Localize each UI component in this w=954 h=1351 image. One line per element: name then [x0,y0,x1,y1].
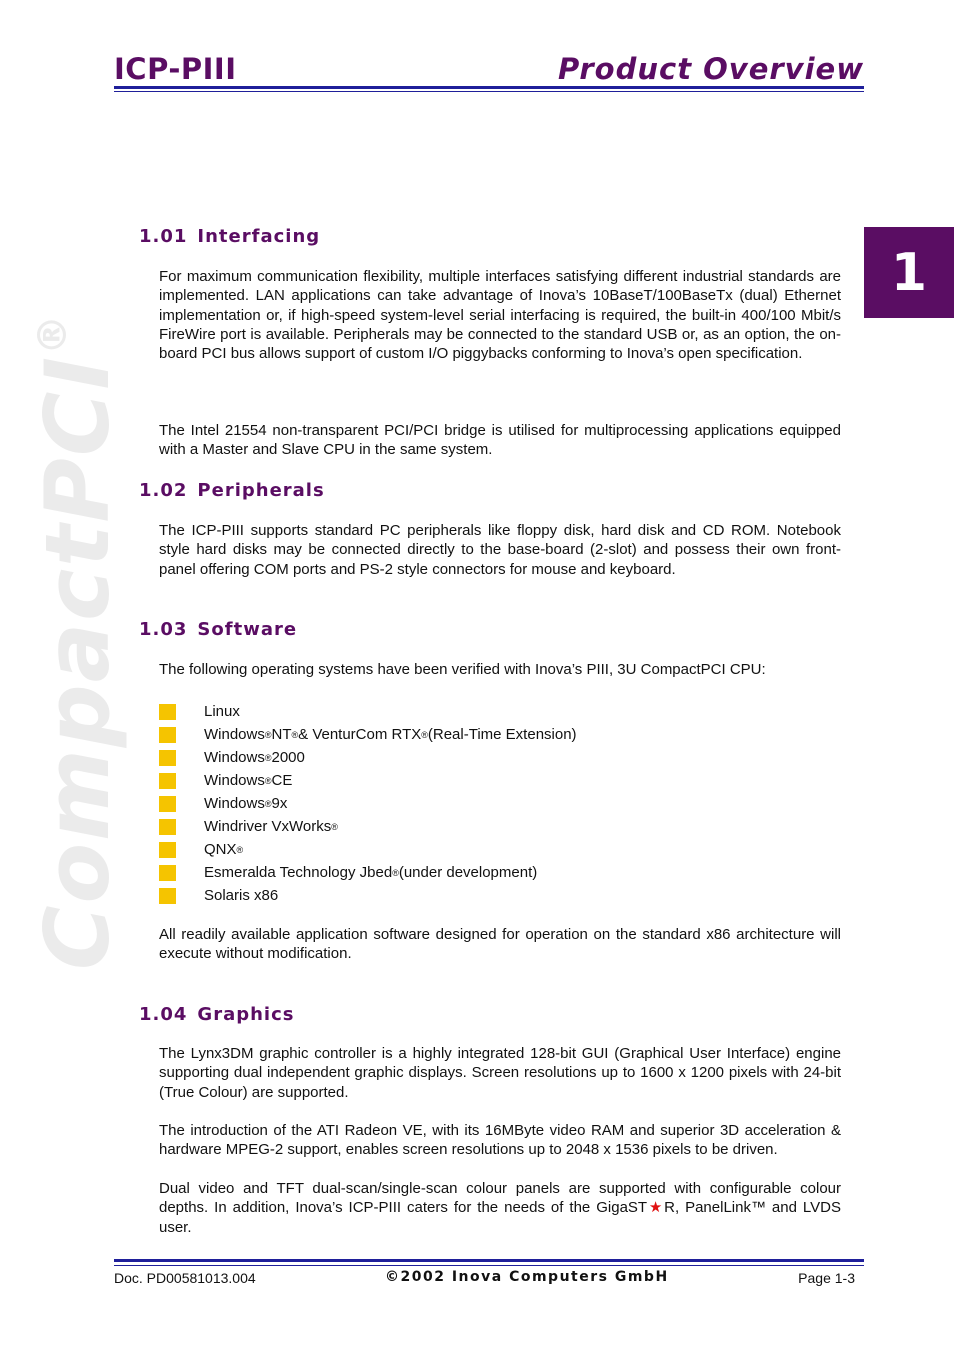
bullet-square-icon [159,888,176,904]
compactpci-watermark: CompactPCI® [26,312,129,970]
page-number: Page 1-3 [798,1270,855,1286]
interfacing-paragraph-1: For maximum communication flexibility, multiple interfaces satisfying different industrial standards are implemented. LAN applications can take advantage of Inova’s 10BaseT/100BaseTx (dual) Ethernet implementation or, if high-speed system-level serial interfacing is required, the built-in 400/100 Mbit/s FireWire port is available. Peripherals may be connected to the standard USB or, as an option, the on-board PCI bus allows support of custom I/O piggybacks conforming to Inova’s open specification. [159,268,841,363]
doc-number: Doc. PD00581013.004 [114,1270,256,1286]
list-item: Windows ® CE [159,769,577,792]
footer-rule [114,1259,864,1262]
interfacing-paragraph-2: The Intel 21554 non-transparent PCI/PCI bridge is utilised for multiprocessing applications equipped with a Master and Slave CPU in the same system. [159,422,841,459]
heading-software: 1.03 Software [139,619,298,640]
list-item: Windriver VxWorks ® [159,815,577,838]
list-item: Windows ® 9x [159,792,577,815]
graphics-paragraph-3: Dual video and TFT dual-scan/single-scan colour panels are supported with configurable colour depths. In addition, Inova’s ICP-PIII caters for the needs of the GigaST★R, PanelLink™ and LVDS user. [159,1180,841,1236]
list-item: Linux [159,700,577,723]
heading-interfacing: 1.01 Interfacing [139,226,321,247]
heading-graphics: 1.04 Graphics [139,1004,295,1025]
heading-peripherals: 1.02 Peripherals [139,480,325,501]
bullet-square-icon [159,750,176,766]
graphics-paragraph-1: The Lynx3DM graphic controller is a highly integrated 128-bit GUI (Graphical User Interface) engine supporting dual independent graphic displays. Screen resolutions up to 1600 x 1200 pixels with 24-bit (True Colour) are supported. [159,1045,841,1101]
list-item: Solaris x86 [159,884,577,907]
header-rule [114,86,864,89]
list-item: Windows ® NT ® & VenturCom RTX ® (Real-Time Extension) [159,723,577,746]
bullet-square-icon [159,773,176,789]
bullet-square-icon [159,727,176,743]
chapter-tab: 1 [864,227,954,318]
chapter-title: Product Overview [558,52,864,86]
bullet-square-icon [159,865,176,881]
list-item: QNX ® [159,838,577,861]
bullet-square-icon [159,842,176,858]
software-outro: All readily available application software designed for operation on the standard x86 architecture will execute without modification. [159,926,841,963]
product-name: ICP-PIII [114,52,237,86]
star-icon: ★ [647,1199,665,1217]
bullet-square-icon [159,796,176,812]
footer-rule-thin [114,1265,864,1266]
list-item: Esmeralda Technology Jbed ® (under development) [159,861,577,884]
os-list [159,700,577,907]
graphics-paragraph-2: The introduction of the ATI Radeon VE, with its 16MByte video RAM and superior 3D acceleration & hardware MPEG-2 support, enables screen resolutions up to 2048 x 1536 pixels to be driven. [159,1122,841,1159]
bullet-square-icon [159,704,176,720]
copyright: ©2002 Inova Computers GmbH [385,1269,669,1285]
list-item: Windows ® 2000 [159,746,577,769]
software-intro: The following operating systems have been verified with Inova’s PIII, 3U CompactPCI CPU: [159,661,766,678]
header-rule-thin [114,91,864,92]
peripherals-paragraph: The ICP-PIII supports standard PC peripherals like floppy disk, hard disk and CD ROM. Notebook style hard disks may be connected directly to the base-board (2-slot) and possess their own front-panel offering COM ports and PS-2 style connectors for mouse and keyboard. [159,522,841,578]
bullet-square-icon [159,819,176,835]
